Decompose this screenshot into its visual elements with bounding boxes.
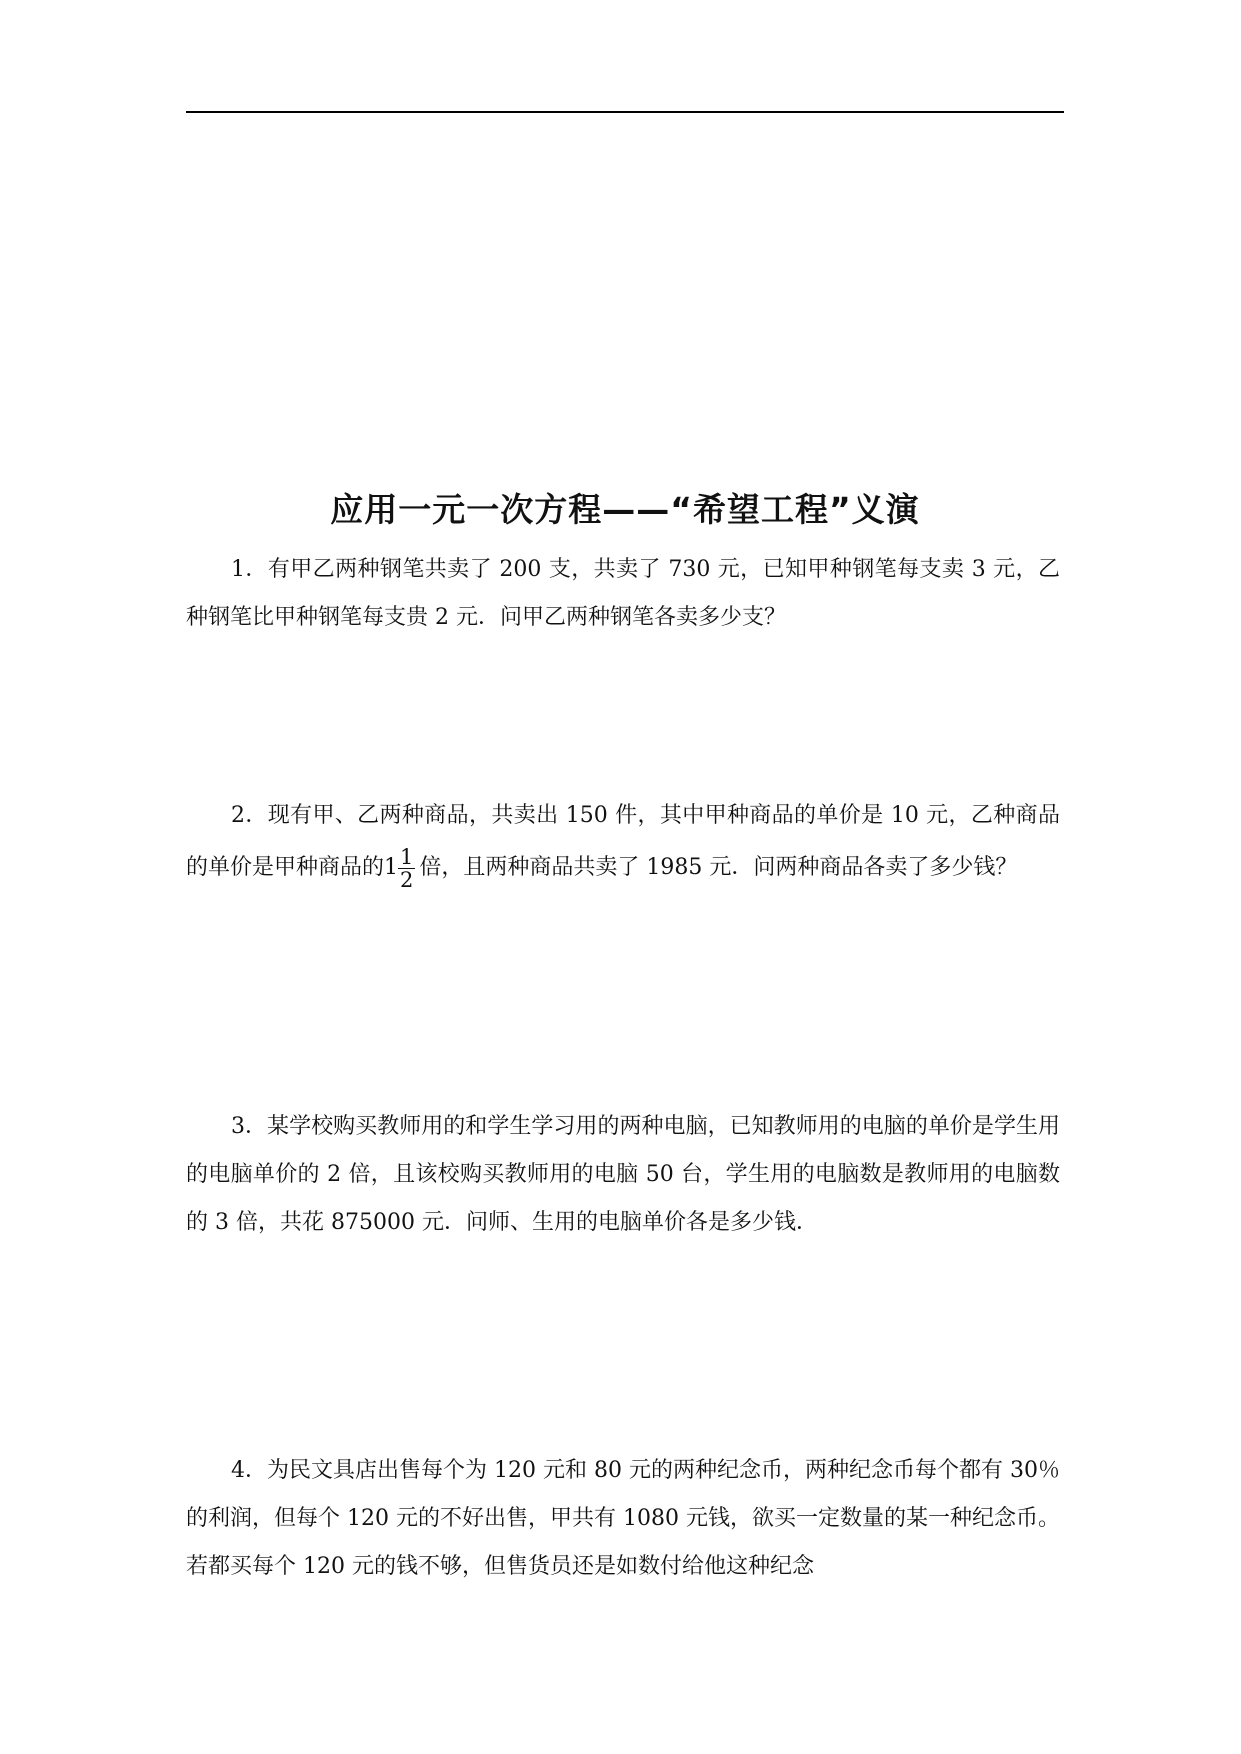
problem-1: 1．有甲乙两种钢笔共卖了 200 支，共卖了 730 元，已知甲种钢笔每支卖 3 元，乙种钢笔比甲种钢笔每支贵 2 元．问甲乙两种钢笔各卖多少支？ (186, 557, 1060, 630)
fraction-numerator: 1 (400, 844, 414, 869)
fraction-denominator: 2 (400, 867, 414, 892)
problem-4: 4．为民文具店出售每个为 120 元和 80 元的两种纪念币，两种纪念币每个都有 30％的利润，但每个 120 元的不好出售，甲共有 1080 元钱，欲买一定数量的某一种纪念币。若都买每个 120 元的钱不够，但售货员还是如数付给他这种纪念 (186, 1458, 1060, 1579)
problem-2-text-after: 倍，且两种商品共卖了 1985 元．问两种商品各卖了多少钱？ (419, 855, 1018, 880)
mixed-number-whole: 1 (384, 855, 399, 880)
header-rule (186, 111, 1064, 113)
problem-2 (186, 790, 1060, 894)
fraction (398, 846, 415, 891)
problem-3: 3．某学校购买教师用的和学生学习用的两种电脑，已知教师用的电脑的单价是学生用的电脑单价的 2 倍，且该校购买教师用的电脑 50 台，学生用的电脑数是教师用的电脑数的 3 倍，共花 875000 元．问师、生用的电脑单价各是多少钱． (186, 1114, 1060, 1235)
document-title: 应用一元一次方程——“希望工程”义演 (330, 490, 920, 529)
problem-2-text-before: 2．现有甲、乙两种商品，共卖出 150 件，其中甲种商品的单价是 10 元，乙种商品的单价是甲种商品的 (186, 803, 1060, 880)
